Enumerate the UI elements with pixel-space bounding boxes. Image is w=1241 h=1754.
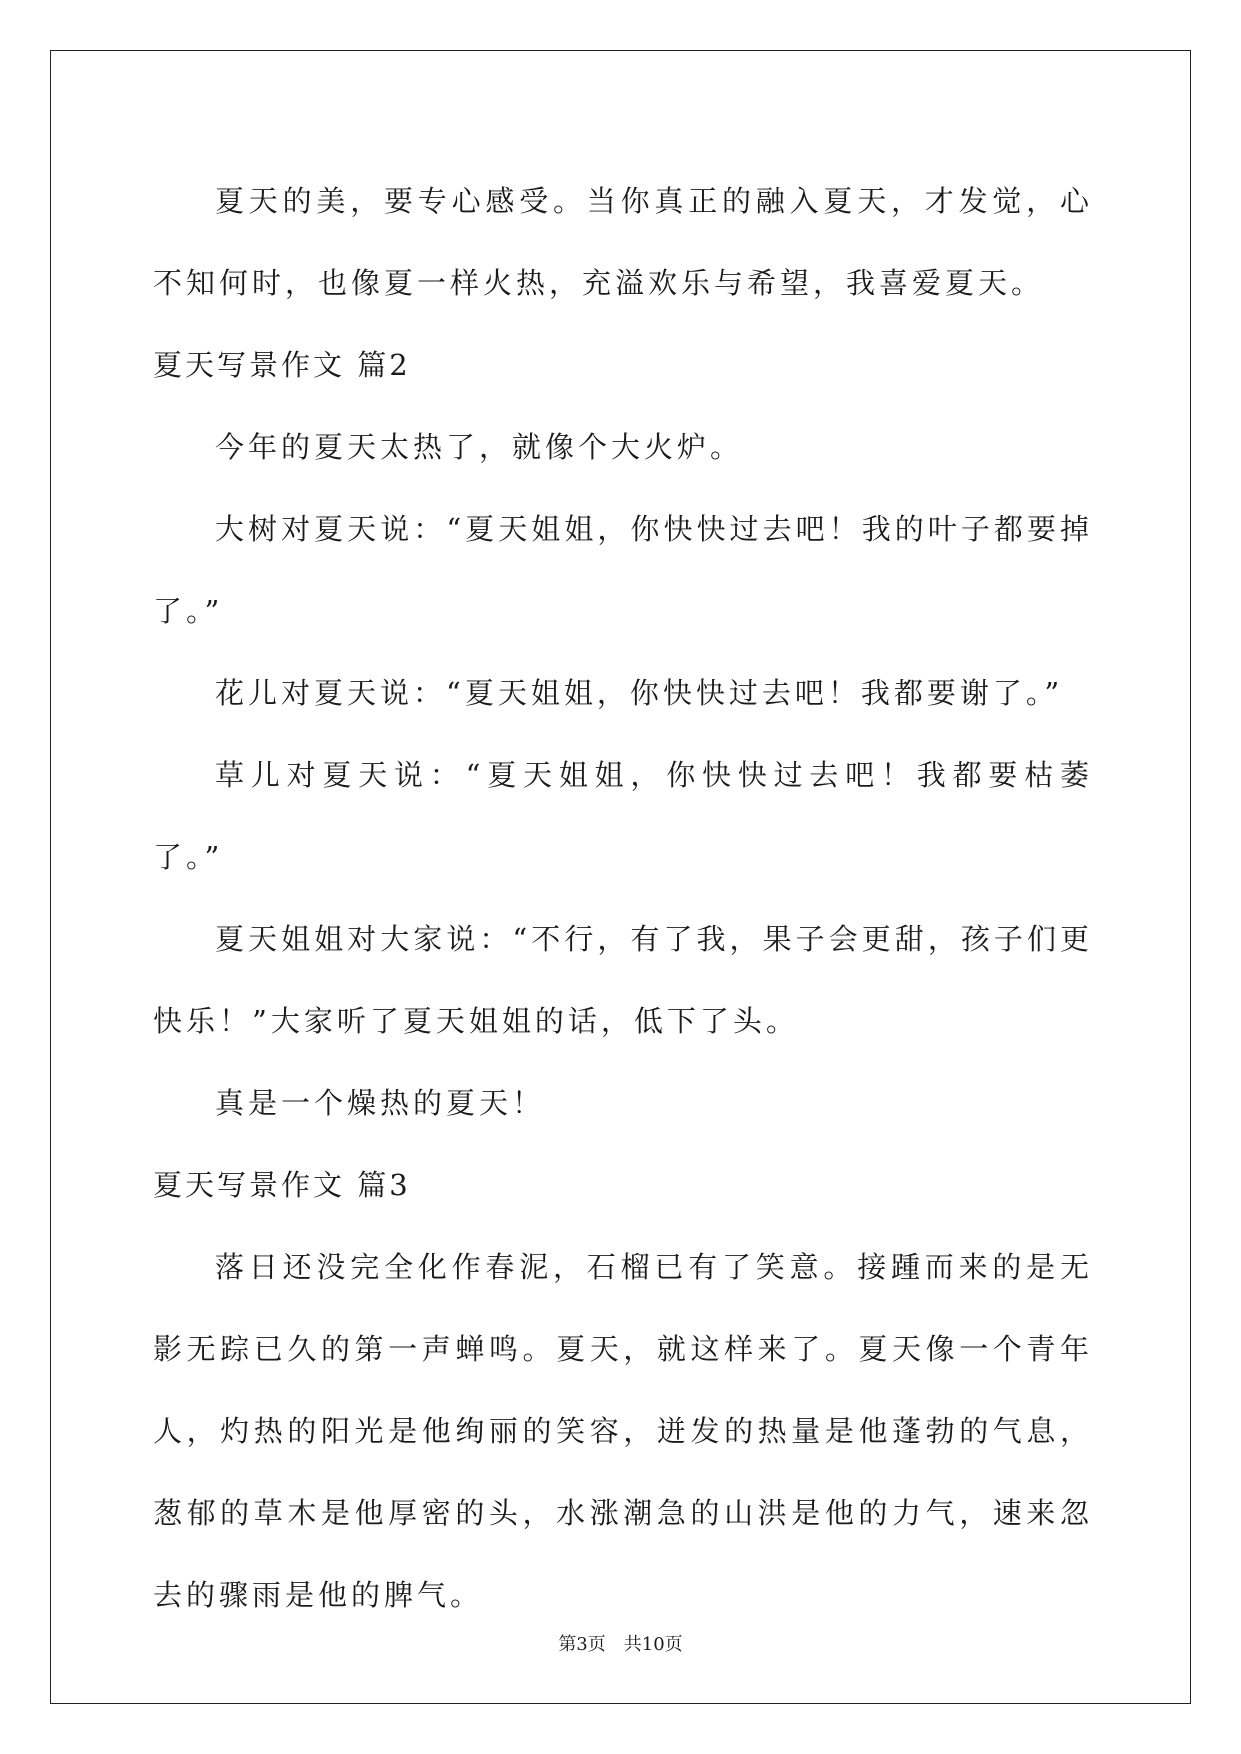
paragraph: 花儿对夏天说：“夏天姐姐，你快快过去吧！我都要谢了。”: [215, 676, 1064, 710]
paragraph: 大树对夏天说：“夏天姐姐，你快快过去吧！我的叶子都要掉了。”: [153, 512, 1093, 628]
section-heading: 夏天写景作文 篇2: [153, 348, 411, 382]
section-heading: 夏天写景作文 篇3: [153, 1168, 411, 1202]
paragraph: 落日还没完全化作春泥，石榴已有了笑意。接踵而来的是无影无踪已久的第一声蝉鸣。夏天，就这样来了。夏天像一个青年人，灼热的阳光是他绚丽的笑容，迸发的热量是他蓬勃的气息，葱郁的草木是他厚密的头，水涨潮急的山洪是他的力气，速来忽去的骤雨是他的脾气。: [153, 1250, 1093, 1612]
paragraph: 草儿对夏天说：“夏天姐姐，你快快过去吧！我都要枯萎了。”: [153, 758, 1093, 874]
paragraph: 夏天姐姐对大家说：“不行，有了我，果子会更甜，孩子们更快乐！”大家听了夏天姐姐的话，低下了头。: [153, 922, 1093, 1038]
page-number-footer: 第3页 共10页: [558, 1634, 683, 1655]
document-body: [153, 160, 1093, 1636]
paragraph: 夏天的美，要专心感受。当你真正的融入夏天，才发觉，心不知何时，也像夏一样火热，充溢欢乐与希望，我喜爱夏天。: [153, 184, 1093, 300]
paragraph: 今年的夏天太热了，就像个大火炉。: [215, 430, 744, 464]
paragraph: 真是一个燥热的夏天！: [215, 1086, 546, 1120]
